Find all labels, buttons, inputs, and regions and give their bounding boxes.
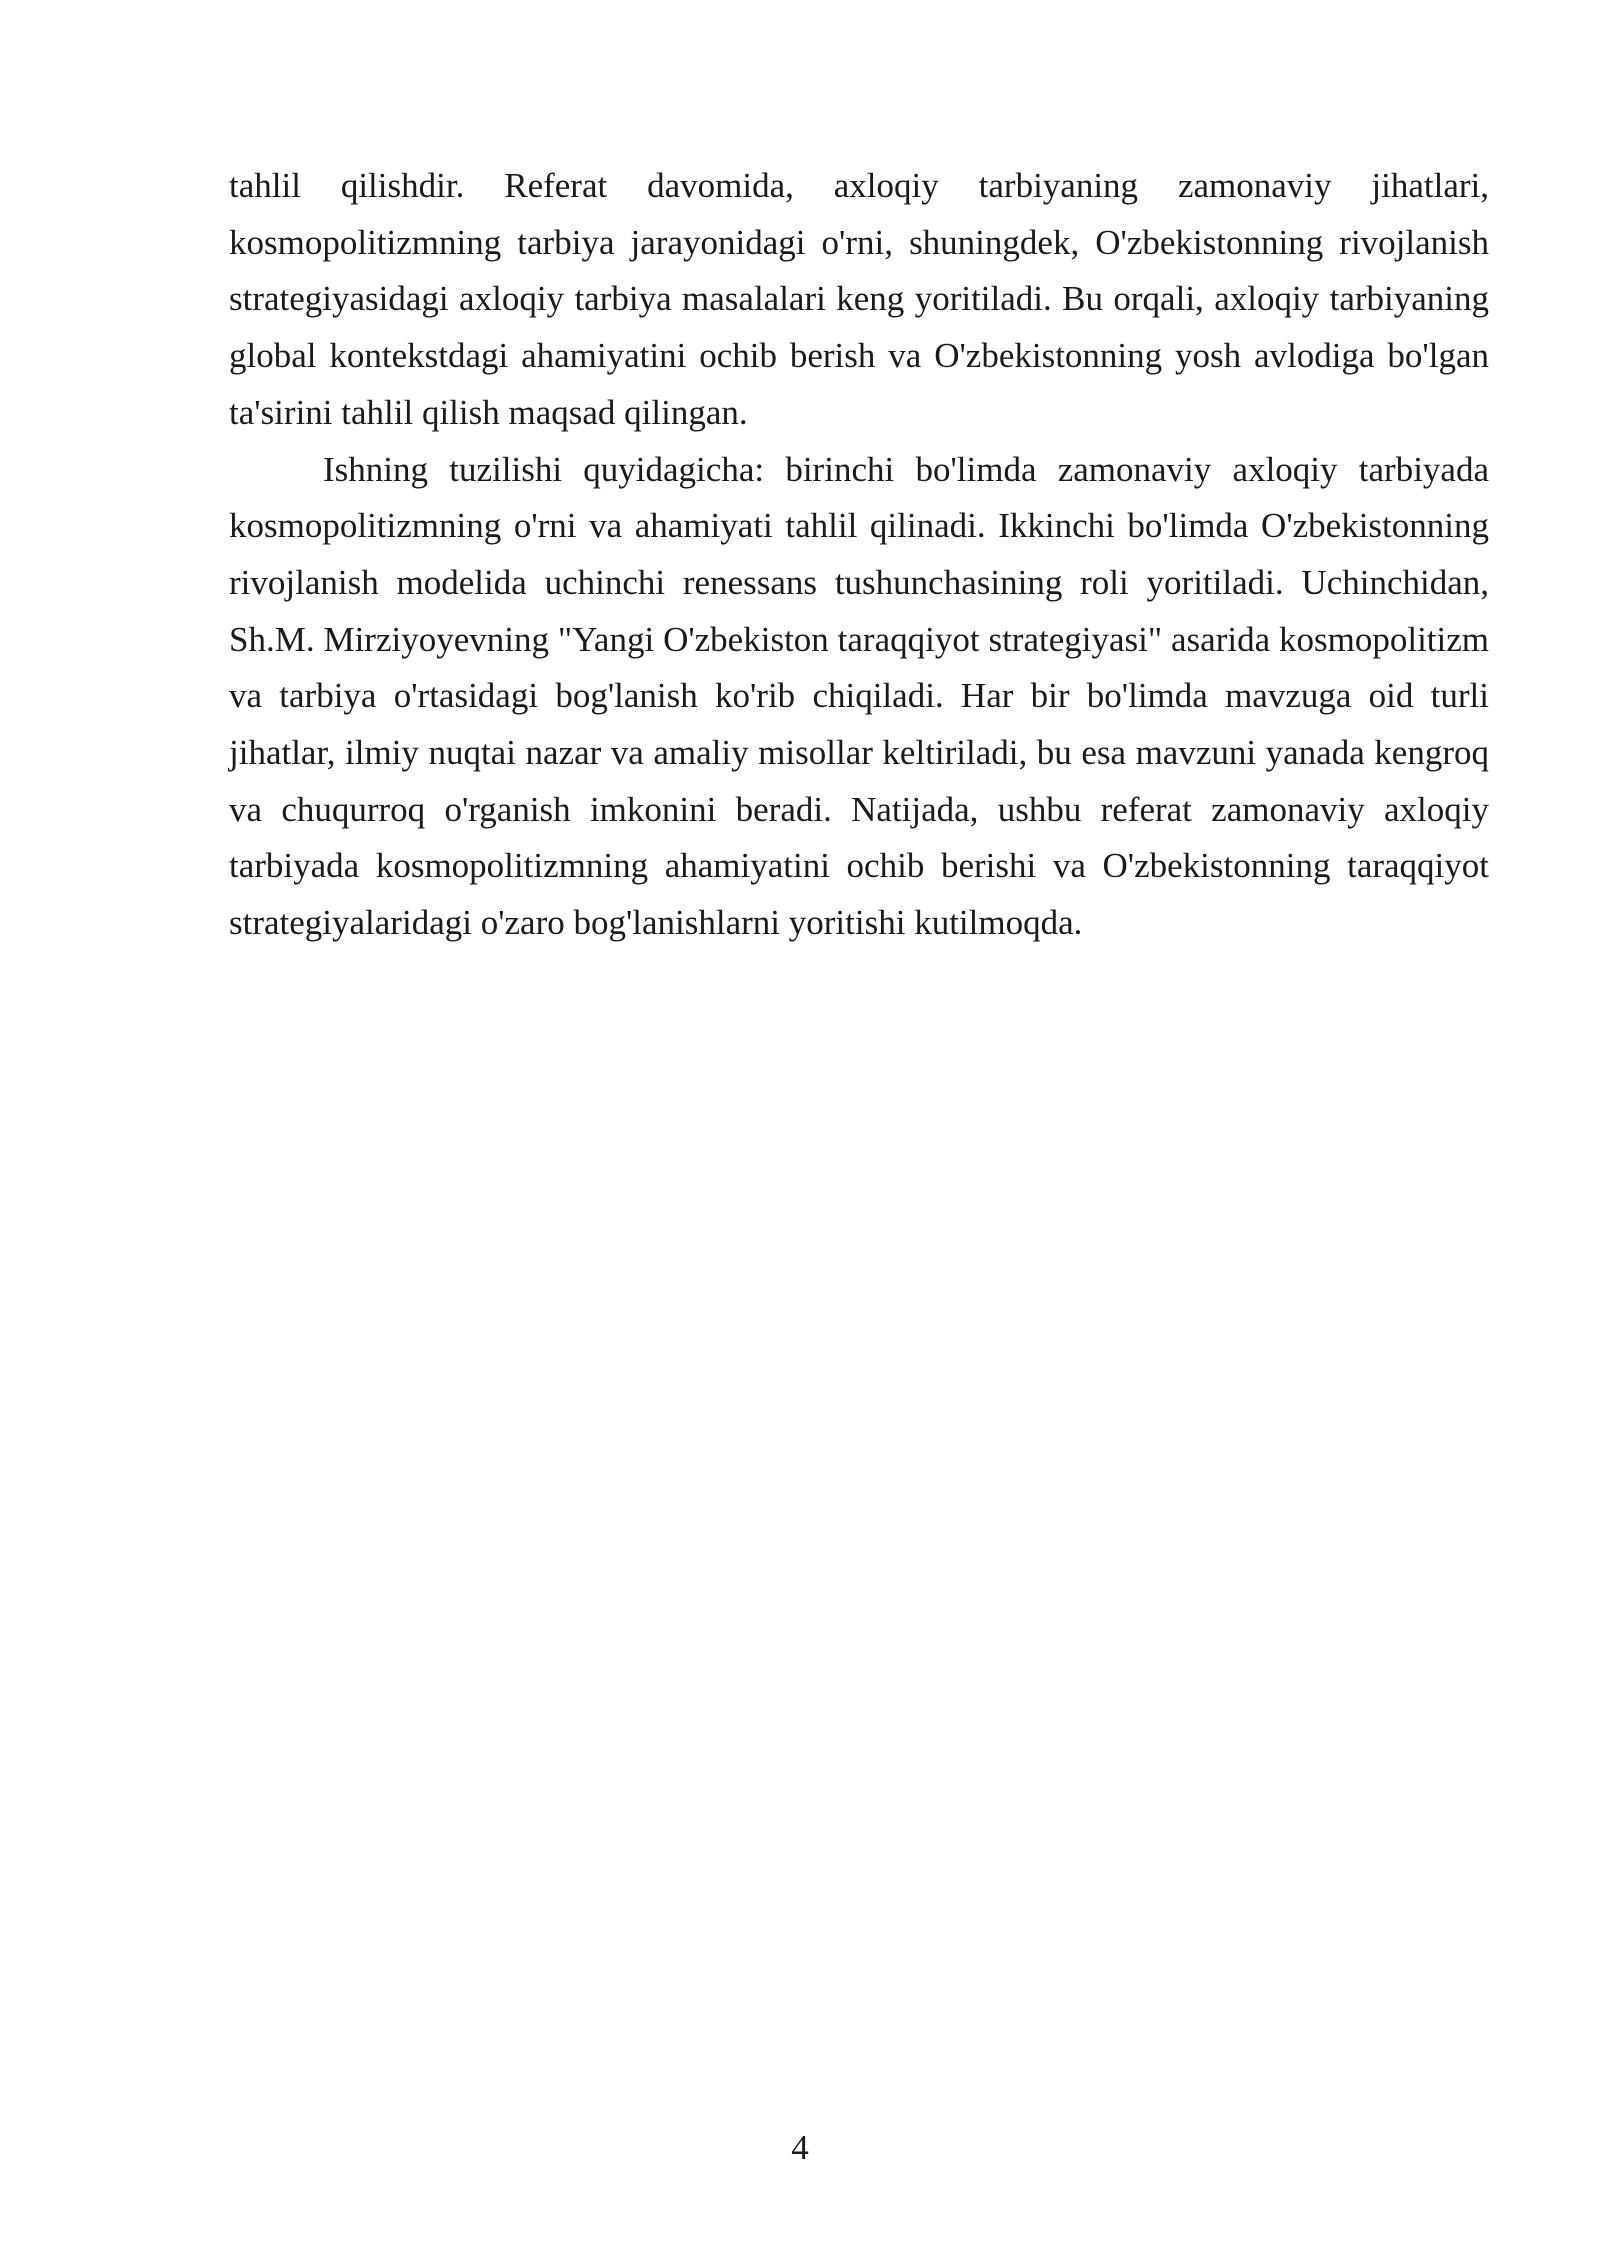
page-number: 4 bbox=[791, 2128, 809, 2167]
body-text bbox=[229, 158, 1489, 952]
paragraph-continuation: tahlil qilishdir. Referat davomida, axloqiy tarbiyaning zamonaviy jihatlari, kosmopolitizmning tarbiya jarayonidagi o'rni, shuningdek, O'zbekistonning rivojlanish strategiyasidagi axloqiy tarbiya masalalari keng yoritiladi. Bu orqali, axloqiy tarbiyaning global kontekstdagi ahamiyatini ochib berish va O'zbekistonning yosh avlodiga bo'lgan ta'sirini tahlil qilish maqsad qilingan. bbox=[229, 166, 1489, 432]
paragraph-structure: Ishning tuzilishi quyidagicha: birinchi bo'limda zamonaviy axloqiy tarbiyada kosmopolitizmning o'rni va ahamiyati tahlil qilinadi. Ikkinchi bo'limda O'zbekistonning rivojlanish modelida uchinchi renessans tushunchasining roli yoritiladi. Uchinchidan, Sh.M. Mirziyoyevning "Yangi O'zbekiston taraqqiyot strategiyasi" asarida kosmopolitizm va tarbiya o'rtasidagi bog'lanish ko'rib chiqiladi. Har bir bo'limda mavzuga oid turli jihatlar, ilmiy nuqtai nazar va amaliy misollar keltiriladi, bu esa mavzuni yanada kengroq va chuqurroq o'rganish imkonini beradi. Natijada, ushbu referat zamonaviy axloqiy tarbiyada kosmopolitizmning ahamiyatini ochib berishi va O'zbekistonning taraqqiyot strategiyalaridagi o'zaro bog'lanishlarni yoritishi kutilmoqda. bbox=[229, 449, 1489, 943]
